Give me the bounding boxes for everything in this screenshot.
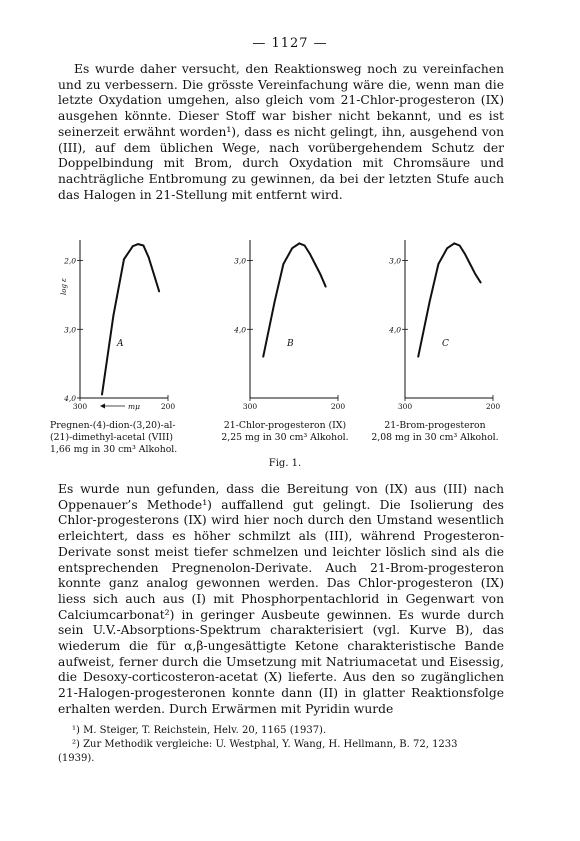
panel-a-data-point bbox=[142, 245, 144, 247]
panel-a-curve-letter: A bbox=[116, 338, 124, 349]
caption-panel-a bbox=[50, 420, 190, 456]
caption-panel-b bbox=[210, 420, 360, 444]
panel-b-data-point bbox=[320, 273, 322, 275]
panel-c-data-point bbox=[475, 273, 477, 275]
paragraph-2-text: Es wurde nun gefunden, dass die Bereitung von (IX) aus (III) nach Oppenauer’s Methode¹) auffallend gut gelingt. Die Isolierung des Chlor-progesterons (IX) wird hier noch durch den Umstand wesentlich erleichtert, dass es höher schmilzt als (III), während Progesteron-Derivate sonst meist tiefer schmelzen und leichter löslich sind als die entsprechenden Pregnenolon-Derivate. Auch 21-Brom-progesteron konnte ganz analog gewonnen werden. Das Chlor-progesteron (IX) liess sich auch aus (I) mit Phosphorpentachlorid in Gegenwart von Calciumcarbonat²) in geringer Ausbeute gewinnen. Es wurde durch sein U.V.-Absorptions-Spektrum charakterisiert (vgl. Kurve B), das wiederum die für α,β-ungesättigte Ketone charakteristische Bande aufweist, ferner durch die Umsetzung mit Natriumacetat und Eisessig, die Desoxy-corticosteron-acetat (X) lieferte. Aus den so zugänglichen 21-Halogen-progesteronen konnte dann (II) in glatter Reaktionsfolge erhalten werden. Durch Erwärmen mit Pyridin wurde bbox=[58, 482, 504, 716]
paragraph-1 bbox=[58, 62, 504, 203]
panel-c-data-point bbox=[446, 247, 448, 249]
panel-c-x-tick-label: 300 bbox=[397, 402, 413, 411]
x-unit-arrowhead bbox=[100, 404, 105, 409]
panel-b-data-point bbox=[314, 263, 316, 265]
x-unit-label: mμ bbox=[128, 402, 140, 411]
caption-b-line-2: 2,25 mg in 30 cm³ Alkohol. bbox=[221, 432, 349, 443]
panel-c-data-point bbox=[459, 245, 461, 247]
panel-b-data-point bbox=[283, 263, 285, 265]
panel-b-data-point bbox=[291, 247, 293, 249]
panel-b-data-point bbox=[304, 245, 306, 247]
panel-c-data-point bbox=[453, 243, 455, 245]
footnote-2-continued: (1939). bbox=[58, 753, 95, 764]
panel-a-y-tick-label: 3,0 bbox=[64, 325, 76, 335]
caption-a-line-2: (21)-dimethyl-acetal (VIII) bbox=[50, 432, 174, 443]
panel-a-x-tick-label: 200 bbox=[160, 402, 176, 411]
panel-a-y-tick-label: 2,0 bbox=[64, 256, 76, 266]
caption-a-line-1: Pregnen-(4)-dion-(3,20)-al- bbox=[50, 420, 176, 431]
panel-a-absorption-curve bbox=[102, 244, 159, 395]
panel-a-data-point bbox=[113, 315, 115, 317]
y-axis-label: log ε bbox=[60, 278, 68, 295]
panel-c-data-point bbox=[464, 253, 466, 255]
panel-a-data-point bbox=[158, 291, 160, 293]
panel-c-data-point bbox=[429, 301, 431, 303]
panel-b-data-point bbox=[262, 356, 264, 358]
caption-c-line-2: 2,08 mg in 30 cm³ Alkohol. bbox=[371, 432, 499, 443]
panel-c-data-point bbox=[480, 282, 482, 284]
caption-b-line-1: 21-Chlor-progesteron (IX) bbox=[223, 420, 347, 431]
panel-a-data-point bbox=[132, 245, 134, 247]
panel-b-curve-letter: B bbox=[286, 338, 294, 349]
panel-c-x-tick-label: 200 bbox=[485, 402, 501, 411]
panel-a-x-tick-label: 300 bbox=[72, 402, 88, 411]
footnote-1: ¹) M. Steiger, T. Reichstein, Helv. 20, 1165 (1937). bbox=[72, 725, 327, 736]
panel-a-y-tick-label: 4,0 bbox=[64, 394, 76, 403]
panel-b-data-point bbox=[309, 253, 311, 255]
figure-1 bbox=[50, 240, 520, 470]
paragraph-1-text: Es wurde daher versucht, den Reaktionsweg noch zu vereinfachen und zu verbessern. Die grösste Vereinfachung wäre die, wenn man die letzte Oxydation umgehen, also gleich vom 21-Chlor-progesteron (IX) ausgehen könnte. Dieser Stoff war bisher nicht bekannt, und es ist seinerzeit erwähnt worden¹), dass es nicht gelingt, ihn, ausgehend von (III), auf dem üblichen Wege, nach vorübergehendem Schutz der Doppelbindung mit Brom, durch Oxydation mit Chromsäure und nachträgliche Entbromung zu gewinnen, da bei der letzten Stufe auch das Halogen in 21-Stellung mit entfernt wird. bbox=[58, 62, 504, 202]
panel-b-y-tick-label: 3,0 bbox=[234, 256, 246, 266]
panel-a-data-point bbox=[148, 256, 150, 258]
panel-b-x-tick-label: 200 bbox=[330, 402, 346, 411]
panel-a-data-point bbox=[137, 243, 139, 245]
panel-b-data-point bbox=[274, 301, 276, 303]
footnote-2: ²) Zur Methodik vergleiche: U. Westphal, Y. Wang, H. Hellmann, B. 72, 1233 bbox=[72, 739, 458, 750]
panel-c-absorption-curve bbox=[418, 243, 481, 356]
panel-c-data-point bbox=[469, 263, 471, 265]
panel-c-data-point bbox=[417, 356, 419, 358]
panel-b-data-point bbox=[325, 286, 327, 288]
panel-b-absorption-curve bbox=[263, 243, 326, 356]
page-number: — 1127 — bbox=[252, 36, 328, 51]
uv-absorption-chart bbox=[50, 240, 520, 420]
panel-b-x-tick-label: 300 bbox=[242, 402, 258, 411]
panel-b-y-tick-label: 4,0 bbox=[234, 325, 246, 335]
panel-c-y-tick-label: 3,0 bbox=[389, 256, 401, 266]
panel-b-data-point bbox=[298, 243, 300, 245]
panel-a-data-point bbox=[123, 258, 125, 260]
panel-a-data-point bbox=[101, 394, 103, 396]
caption-panel-c bbox=[365, 420, 505, 444]
figure-label: Fig. 1. bbox=[268, 458, 302, 469]
panel-c-y-tick-label: 4,0 bbox=[389, 325, 401, 335]
panel-a-data-point bbox=[153, 273, 155, 275]
caption-a-line-3: 1,66 mg in 30 cm³ Alkohol. bbox=[50, 444, 178, 455]
panel-c-curve-letter: C bbox=[441, 338, 449, 349]
panel-c-data-point bbox=[438, 263, 440, 265]
paragraph-2 bbox=[58, 482, 504, 718]
caption-c-line-1: 21-Brom-progesteron bbox=[384, 420, 486, 431]
footnotes bbox=[58, 724, 504, 766]
